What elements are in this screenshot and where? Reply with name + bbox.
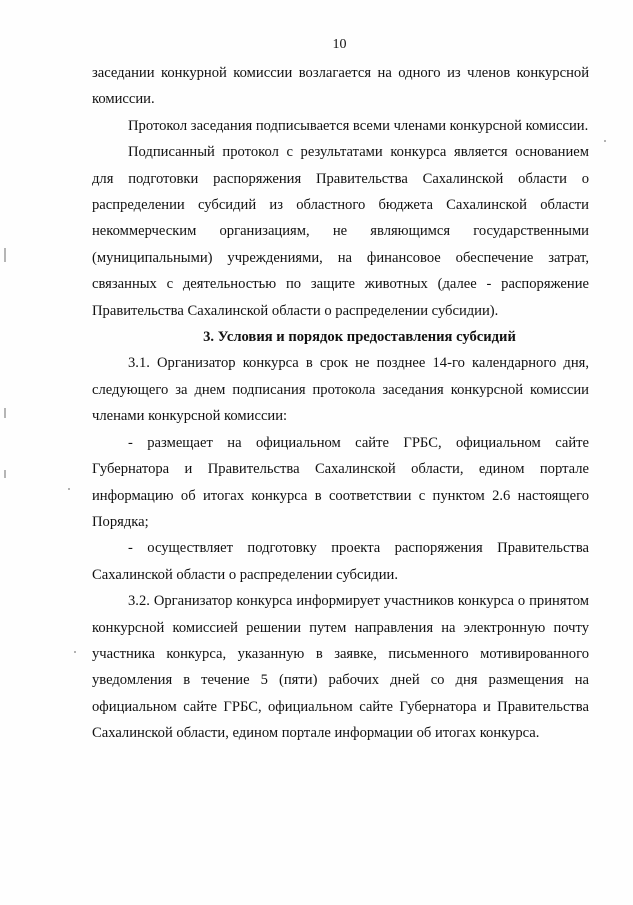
- paragraph-protocol-signing: Протокол заседания подписывается всеми членами конкурсной комиссии.: [128, 117, 589, 134]
- scan-speck: [604, 140, 606, 142]
- page-number: 10: [332, 37, 347, 52]
- list-item-prepare-draft: - осуществляет подготовку проекта распоряжения Правительства Сахалинской области о распределении субсидии.: [92, 540, 589, 583]
- scan-artifact: [4, 470, 6, 478]
- scan-artifact: [4, 248, 6, 262]
- paragraph-signed-protocol: Подписанный протокол с результатами конкурса является основанием для подготовки распоряжения Правительства Сахалинской области о распределении субсидий из областного бюджета Сахалинской области некоммерческим организациям, не являющимся государственными (муниципальными) учреждениями, на финансовое обеспечение затрат, связанных с деятельностью по защите животных (далее - распоряжение Правительства Сахалинской области о распределении субсидии).: [92, 144, 589, 319]
- paragraph-continuation: заседании конкурной комиссии возлагается на одного из членов конкурсной комиссии.: [92, 65, 589, 108]
- scan-artifact: [4, 408, 6, 418]
- paragraph-3-2: 3.2. Организатор конкурса информирует участников конкурса о принятом конкурсной комиссией решении путем направления на электронную почту участника конкурса, указанную в заявке, письменного мотивированного уведомления в течение 5 (пяти) рабочих дней со дня размещения на официальном сайте ГРБС, официальном сайте Губернатора и Правительства Сахалинской области, едином портале информации об итогах конкурса.: [92, 593, 589, 742]
- section-heading: 3. Условия и порядок предоставления субсидий: [203, 329, 516, 346]
- scan-speck: [74, 651, 76, 653]
- list-item-publish: - размещает на официальном сайте ГРБС, официальном сайте Губернатора и Правительства Сахалинской области, едином портале информацию об итогах конкурса в соответствии с пунктом 2.6 настоящего Порядка;: [92, 434, 589, 530]
- document-body: [92, 60, 589, 747]
- paragraph-3-1: 3.1. Организатор конкурса в срок не позднее 14-го календарного дня, следующего за днем подписания протокола заседания конкурсной комиссии членами конкурсной комиссии:: [92, 355, 589, 425]
- scan-speck: [68, 488, 70, 490]
